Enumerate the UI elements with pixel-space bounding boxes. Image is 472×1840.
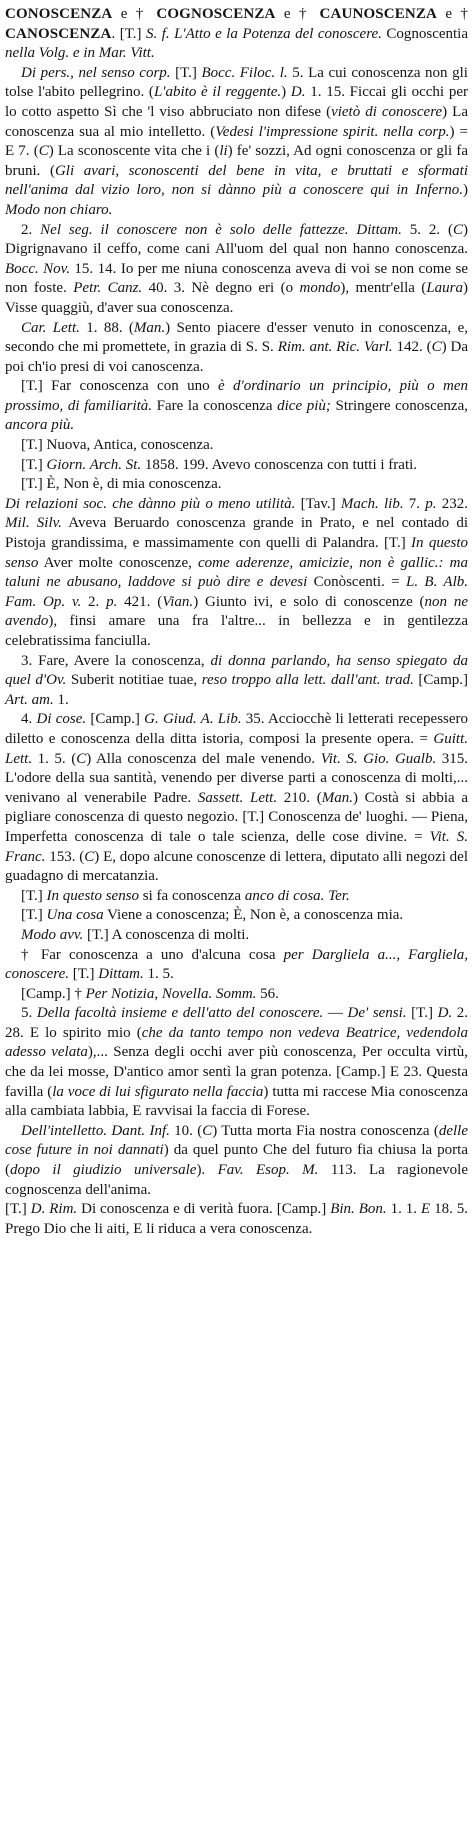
text-segment: 35. Acciocchè li letterati recepessero diletto e conoscenza della ditta istoria, composi la presente opera. = — [5, 711, 469, 747]
italic-text: Guitt. Lett. — [5, 730, 468, 767]
text-segment: 1. 5. ( — [32, 750, 77, 767]
text-segment: ) La sconoscente vita che i ( — [48, 143, 220, 160]
italic-text: dopo il giudizio universale — [10, 1162, 197, 1179]
italic-text: li — [219, 143, 228, 160]
italic-text: Della facoltà insieme e dell'atto del conoscere. — [36, 1005, 324, 1022]
italic-text: In questo senso — [46, 887, 140, 904]
text-segment: [T.] È, Non è, di mia conoscenza. — [21, 476, 222, 493]
text-segment: † Far conoscenza a uno d'alcuna cosa — [21, 946, 284, 963]
entry-paragraph — [5, 319, 468, 378]
entry-paragraph — [5, 926, 468, 946]
headword: CONOSCENZA — [5, 6, 113, 22]
headword: CAUNOSCENZA — [319, 6, 438, 22]
text-segment: 315. L'odore della sua santità, venendo per diverse parti a conoscenza di molti,... venivano al venerabile Padre. — [5, 750, 469, 806]
italic-text: Una cosa — [46, 907, 104, 924]
italic-text: Rim. ant. Ric. Varl. — [277, 339, 393, 356]
text-segment: 421. ( — [117, 593, 163, 610]
italic-text: Gli avari, sconoscenti del bene in vita, e bruttati e sformati nell'anima dal vizio loro, non si dànno più a conoscere qui in Inferno. — [5, 162, 468, 199]
italic-text: Dittam. — [98, 966, 144, 983]
text-segment: e † — [437, 6, 468, 22]
italic-text: anco di cosa. Ter. — [244, 887, 350, 904]
entry-paragraph — [5, 887, 468, 907]
text-segment: ) fe' sozzi, Ad ogni conoscenza or gli fa bruni. ( — [5, 143, 468, 179]
text-segment: 1. 1. — [386, 1201, 421, 1218]
italic-text: Di cose. — [36, 711, 87, 728]
text-segment: ) Alla conoscenza del male venendo. — [86, 750, 321, 767]
italic-text: che da tanto tempo non vedeva Beatrice, vedendola adesso velata — [5, 1024, 469, 1061]
text-segment: [T.] Far conoscenza con uno — [21, 378, 218, 395]
text-segment: ),... Senza degli occhi aver più conoscenza, Per occulta virtù, che da lei mosse, D'antico amor sentì la gran potenza. [Camp.] E 23. Questa favilla ( — [5, 1044, 468, 1100]
text-segment: 3. Fare, Avere la conoscenza, — [21, 652, 211, 669]
text-segment: 232. — [436, 495, 469, 512]
text-segment: ) E, dopo alcune conoscenze di lettera, diputato alli negozi del guadagno di mercatanzia. — [5, 848, 468, 885]
italic-text: Man. — [321, 789, 353, 806]
text-segment: ) Giunto ivi, e solo di conoscenze ( — [193, 593, 425, 610]
italic-text: Bocc. Nov. — [5, 260, 70, 277]
text-segment: [T.] — [21, 456, 47, 473]
entry-headword-paragraph — [5, 5, 468, 64]
italic-text: Vit. S. Franc. — [5, 828, 468, 865]
text-segment: [T.] — [406, 1005, 438, 1022]
italic-text: Modo avv. — [21, 926, 84, 943]
italic-text: Laura — [426, 280, 463, 297]
text-segment: ) Da poi ch'io presi di voi canoscenza. — [5, 339, 468, 375]
entry-paragraph — [5, 436, 468, 456]
italic-text: Giorn. Arch. St. — [46, 456, 142, 473]
text-segment: ) La conoscenza sua al mio intelletto. ( — [5, 103, 468, 140]
italic-text: C — [84, 848, 95, 865]
text-segment: 5. La cui conoscenza non gli tolse l'abito pellegrino. ( — [5, 64, 468, 101]
italic-text: come aderenze, amicizie, non è gallic.: ma taluni ne abusano, laddove si può dire e devesi — [5, 554, 468, 591]
italic-text: Mil. Silv. — [5, 515, 62, 532]
italic-text: Vit. S. Gio. Gualb. — [320, 750, 437, 767]
italic-text: la voce di lui sfigurato nella faccia — [52, 1083, 264, 1100]
italic-text: C — [202, 1122, 213, 1139]
text-segment: Cognoscentia — [381, 25, 468, 42]
text-segment: 2. — [21, 221, 41, 238]
italic-text: C — [76, 750, 87, 767]
italic-text: E — [420, 1201, 431, 1218]
italic-text: Sassett. Lett. — [197, 789, 278, 806]
entry-paragraph — [5, 1200, 468, 1239]
text-segment: 1. 15. Ficcai gli occhi per lo cotto aspetto Sì che 'l viso abbruciato non difese ( — [5, 84, 468, 120]
text-segment: 113. La ragionevole cognoscenza dell'anima. — [5, 1162, 468, 1198]
text-segment: ), mentr'ella ( — [340, 280, 427, 297]
text-segment: e † — [112, 6, 157, 22]
text-segment: [T.] — [21, 907, 47, 924]
text-segment: [T.] — [170, 64, 202, 81]
text-segment: ) Costà si abbia a pigliare conoscenza di questo negozio. [T.] Conoscenza de' luoghi. — Piena, Imperfetta conoscenza di tale o tale scienza, delle cose divine. = — [5, 789, 468, 845]
text-segment: [T.] — [69, 966, 99, 983]
text-segment: Aveva Beruardo conoscenza grande in Prato, e nel contado di Pistoja grandissima, e massimamente con quelli di Palandra. [T.] — [5, 515, 468, 552]
text-segment: Viene a conoscenza; È, Non è, a conoscenza mia. — [103, 907, 404, 924]
text-segment: ) = E 7. ( — [5, 123, 468, 160]
text-segment: [Camp.] — [86, 711, 145, 728]
text-segment: 153. ( — [45, 848, 85, 865]
text-segment: 40. 3. Nè degno eri (o — [142, 280, 300, 297]
italic-text: De' sensi. — [347, 1005, 407, 1022]
italic-text: Car. Lett. — [21, 319, 80, 336]
italic-text: Dell'intelletto. Dant. Inf. — [21, 1122, 170, 1139]
text-segment: 1. 5. — [143, 966, 174, 983]
entry-paragraph — [5, 221, 468, 319]
text-segment: 5. — [21, 1005, 37, 1022]
italic-text: Art. am. — [5, 691, 54, 708]
italic-text: Bin. Bon. — [330, 1201, 387, 1218]
italic-text: dice più; — [277, 397, 331, 414]
text-segment: [Camp.] — [413, 672, 468, 689]
entry-paragraph — [5, 710, 468, 886]
entry-paragraph — [5, 906, 468, 926]
text-segment: 142. ( — [392, 339, 432, 356]
entry-paragraph — [5, 64, 468, 221]
text-segment: e † — [275, 6, 320, 22]
italic-text: non ne avendo — [5, 593, 468, 630]
italic-text: Fav. Esop. M. — [217, 1162, 319, 1179]
italic-text: D. — [290, 84, 306, 101]
italic-text: C — [431, 339, 442, 356]
text-segment: 5. 2. ( — [401, 221, 453, 238]
entry-paragraph — [5, 1122, 468, 1200]
text-segment: Conòscenti. = — [307, 574, 406, 591]
headword: CANOSCENZA — [5, 25, 112, 42]
text-segment: [T.] A conoscenza di molti. — [83, 926, 250, 943]
italic-text: è d'ordinario un principio, più o men prossimo, di familiarità. — [5, 378, 468, 414]
text-segment: ) Tutta morta Fia nostra conoscenza ( — [212, 1122, 439, 1139]
italic-text: D. — [437, 1005, 453, 1022]
text-segment: Suberit notitiae tuae, — [66, 672, 202, 689]
headword: COGNOSCENZA — [156, 6, 276, 22]
italic-text: Vedesi l'impressione spirit. nella corp. — [215, 123, 450, 140]
text-segment: Di conoscenza e di verità fuora. [Camp.] — [77, 1201, 331, 1218]
entry-paragraph — [5, 456, 468, 476]
italic-text: Di relazioni soc. che dànno più o meno utilità. — [5, 495, 296, 512]
text-segment: ). — [196, 1162, 218, 1179]
italic-text: ancora più. — [5, 417, 75, 434]
text-segment: Aver molte conoscenze, — [38, 554, 198, 571]
text-segment: si fa conoscenza — [139, 887, 245, 904]
text-segment: ) tutta mi raccese Mia conoscenza alla cambiata labbia, E ravvisai la faccia di Forese. — [5, 1083, 469, 1120]
entry-paragraph — [5, 946, 468, 985]
text-segment: 10. ( — [169, 1122, 203, 1139]
text-segment: ) Visse quaggiù, d'aver sua conoscenza. — [5, 280, 468, 316]
text-segment: Stringere conoscenza, — [330, 397, 468, 414]
italic-text: Man. — [133, 319, 166, 336]
italic-text: nella Volg. e in Mar. Vitt. — [5, 45, 155, 62]
text-segment: 56. — [256, 985, 279, 1002]
text-segment: [T.] — [5, 1201, 31, 1218]
italic-text: p. — [425, 495, 437, 512]
text-segment: 210. ( — [277, 789, 322, 806]
italic-text: C — [38, 143, 49, 160]
italic-text: L. B. Alb. Fam. Op. v. — [5, 574, 469, 610]
text-segment: 2. 28. E lo spirito mio ( — [5, 1005, 469, 1041]
italic-text: Per Notizia, Novella. Somm. — [85, 985, 257, 1002]
text-segment: 1. 88. ( — [79, 319, 134, 336]
italic-text: S. f. L'Atto e la Potenza del conoscere. — [145, 25, 382, 42]
italic-text: Nel seg. il conoscere non è solo delle fattezze. Dittam. — [40, 221, 402, 238]
italic-text: Bocc. Filoc. l. — [201, 64, 288, 81]
text-segment: 15. 14. Io per me niuna conoscenza aveva di voi se non come se non foste. — [5, 260, 468, 297]
italic-text: per Dargliela a..., Fargliela, conoscere. — [5, 946, 468, 983]
text-segment: [T.] — [21, 887, 47, 904]
text-segment: Fare la conoscenza — [152, 397, 278, 414]
italic-text: Vian. — [162, 593, 194, 610]
text-segment: ) Digrignavano il ceffo, come cani All'uom del qual non hanno conoscenza. — [5, 221, 469, 258]
text-segment: 1858. 199. Avevo conoscenza con tutti i frati. — [141, 456, 418, 473]
text-segment: . [T.] — [111, 25, 146, 42]
italic-text: vietò di conoscere — [331, 103, 443, 120]
entry-paragraph — [5, 985, 468, 1005]
text-segment: ) Sento piacere d'esser venuto in conoscenza, e, secondo che mi promettete, in grazia di S. S. — [5, 319, 469, 356]
entry-paragraph — [5, 475, 468, 495]
text-segment: [Camp.] † — [21, 985, 86, 1002]
italic-text: G. Giud. A. Lib. — [144, 711, 242, 728]
text-segment: ) da quel punto Che del futuro fia chiusa la porta ( — [5, 1142, 468, 1179]
text-segment: 4. — [21, 711, 37, 728]
italic-text: Mach. lib. — [340, 495, 404, 512]
text-segment: 1. — [53, 691, 69, 708]
text-segment: ) — [463, 182, 468, 199]
text-segment: [T.] Nuova, Antica, conoscenza. — [21, 437, 214, 454]
italic-text: Di pers., nel senso corp. — [21, 64, 171, 81]
italic-text: L'abito è il reggente. — [153, 84, 282, 101]
text-segment: [Tav.] — [295, 495, 341, 512]
text-segment: ) — [281, 84, 291, 101]
text-segment: 7. — [403, 495, 426, 512]
entry-paragraph — [5, 377, 468, 436]
italic-text: di donna parlando, ha senso spiegato da quel d'Ov. — [5, 652, 468, 689]
text-segment: 18. 5. Prego Dio che li aiti, E li riduca a vera conoscenza. — [5, 1201, 469, 1237]
text-segment: — — [323, 1005, 348, 1022]
italic-text: reso troppo alla lett. dall'ant. trad. — [201, 672, 414, 689]
italic-text: C — [453, 221, 464, 238]
entry-paragraph — [5, 652, 468, 711]
italic-text: mondo — [299, 280, 341, 297]
italic-text: D. Rim. — [30, 1201, 78, 1218]
italic-text: Modo non chiaro. — [5, 201, 113, 218]
italic-text: p. — [106, 593, 118, 610]
italic-text: In questo senso — [5, 535, 468, 571]
italic-text: Petr. Canz. — [73, 280, 143, 297]
italic-text: delle cose future in noi dannati — [5, 1122, 468, 1159]
text-segment: ), finsi amare una fra l'altre... in bellezza e in gentilezza celebratissima fanciulla. — [5, 613, 468, 649]
text-segment: 2. — [81, 593, 107, 610]
entry-paragraph — [5, 495, 468, 652]
entry-paragraph — [5, 1004, 468, 1122]
